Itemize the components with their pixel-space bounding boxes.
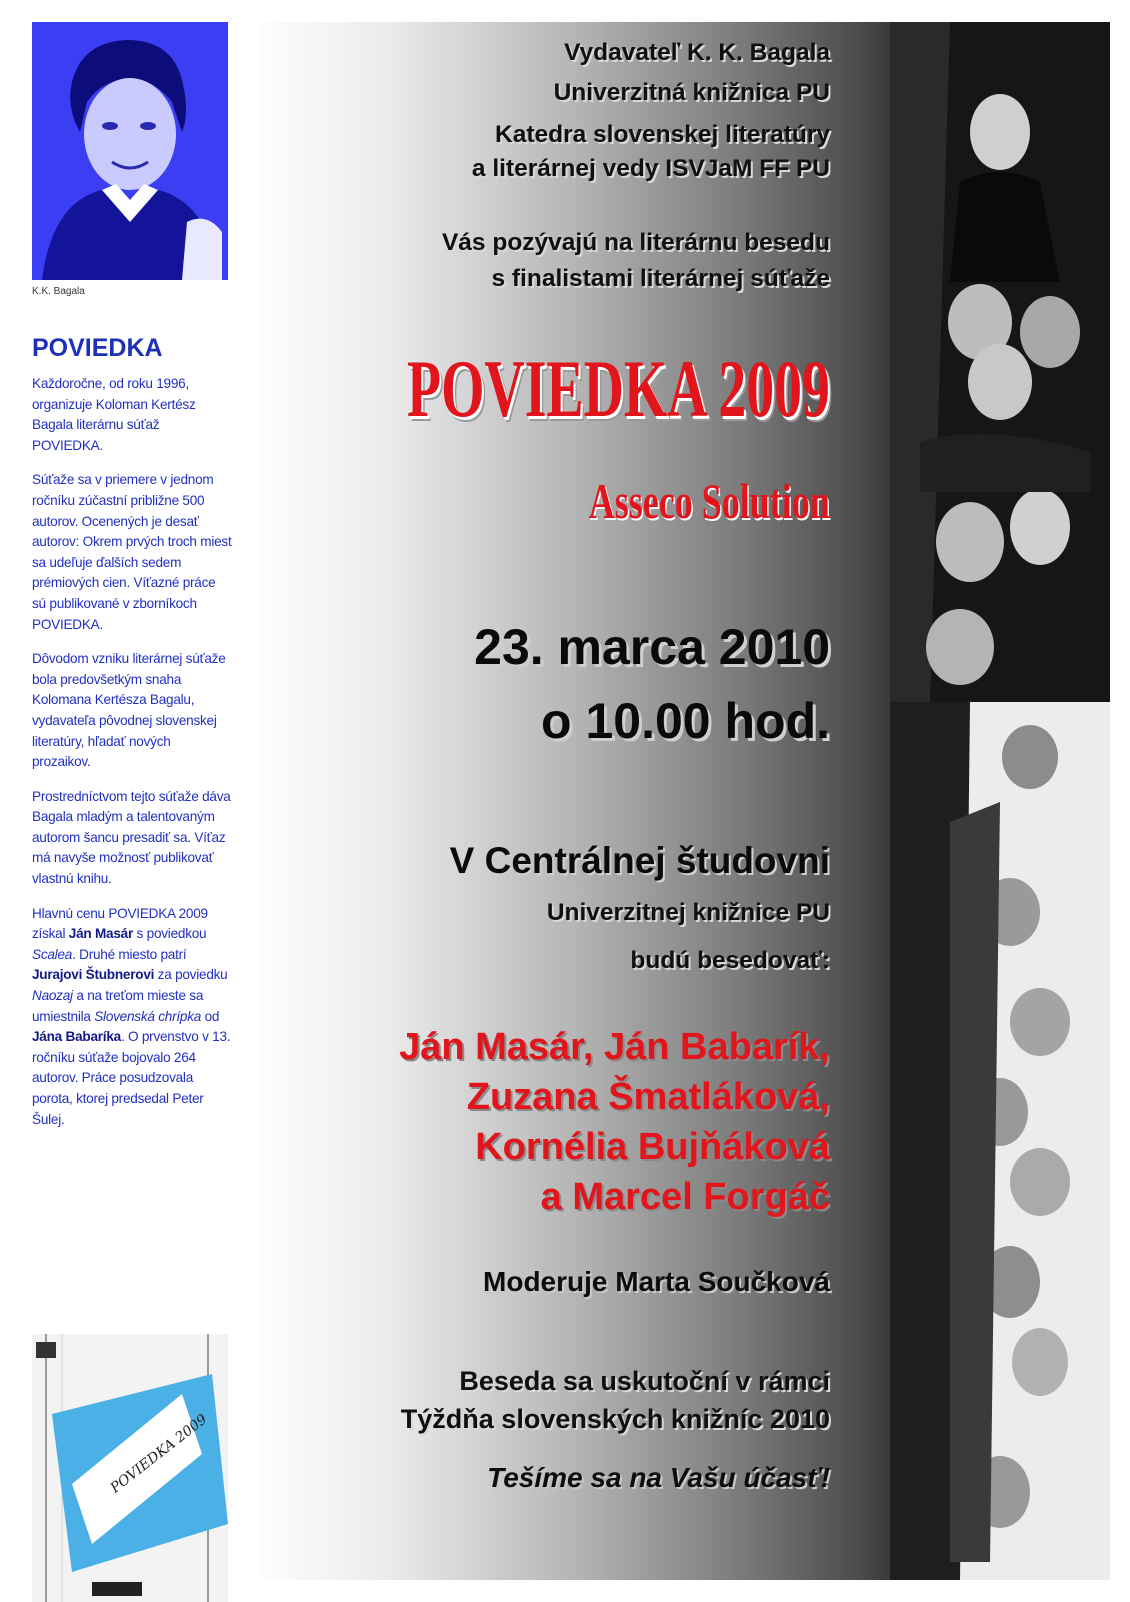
poster-panel [260,22,890,1580]
library-line: Univerzitná knižnica PU [553,79,830,106]
portrait-illustration [32,22,228,280]
finalists-line-2: Zuzana Šmatláková, [466,1076,830,1118]
sidebar-paragraph: Súťaže sa v priemere v jednom ročníku zúčastní približne 500 autorov. Ocenených je desať autorov: Okrem prvých troch miest sa udeľuje ďalších sedem prémiových cien. Víťazné práce sú publikované v zborníkoch POVIEDKA. [32,472,232,632]
department-line-2: a literárnej vedy ISVJaM FF PU [471,155,830,182]
envelope-handwriting: POVIEDKA 2009 [107,1411,211,1497]
portrait-caption: K.K. Bagala [32,286,85,297]
closing-line: Tešíme sa na Vašu účasť! [487,1462,830,1493]
event-title: POVIEDKA 2009 [407,343,830,434]
author-portrait [32,22,228,280]
sidebar-paragraph: Prostredníctvom tejto súťaže dáva Bagala mladým a talentovaným autorom šancu presadiť sa. Víťaz má navyše možnosť publikovať vlastnú knihu. [32,788,231,887]
department-line: Katedra slovenskej literatúry [495,121,830,148]
envelope-photo [32,1334,228,1602]
finalists-photo-strip [890,22,1110,1580]
venue-line-3: budú besedovať: [630,947,830,974]
info-line: Beseda sa uskutoční v rámci [459,1366,830,1396]
invitation-line: Vás pozývajú na literárnu besedu [441,229,830,256]
event-time: o 10.00 hod. [541,693,830,749]
venue-line: V Centrálnej študovni [449,840,830,881]
venue-line-2: Univerzitnej knižnice PU [546,899,830,926]
sidebar-paragraph-winners: Hlavnú cenu POVIEDKA 2009 získal Ján Masár s poviedkou Scalea. Druhé miesto patrí Jurajovi Štubnerovi za poviedku Naozaj a na treťom mieste sa umiestnila Slovenská chrípka od Jána Babaríka. O prvenstvo v 13. ročníku súťaže bojovalo 264 autorov. Práce posudzovala porota, ktorej predsedal Peter Šulej. [32,905,231,1127]
sidebar-paragraph: Dôvodom vzniku literárnej súťaže bola predovšetkým snaha Kolomana Kertésza Bagalu, vydavateľa pôvodnej slovenskej literatúry, hľadať nových prozaikov. [32,651,226,770]
sidebar-text [32,374,232,1144]
sidebar-heading: POVIEDKA [32,334,163,362]
event-sponsor: Asseco Solution [588,473,830,529]
publisher-line: Vydavateľ K. K. Bagala [564,39,830,66]
finalists-line: Ján Masár, Ján Babarík, [399,1026,830,1068]
info-line-2: Týždňa slovenských knižníc 2010 [400,1404,830,1434]
moderator-line: Moderuje Marta Součková [483,1266,830,1297]
sidebar-paragraph: Každoročne, od roku 1996, organizuje Koloman Kertész Bagala literárnu súťaž POVIEDKA. [32,376,196,453]
invitation-line-2: s finalistami literárnej súťaže [491,265,830,292]
finalists-line-4: a Marcel Forgáč [540,1176,830,1218]
event-date: 23. marca 2010 [474,619,830,675]
group-photo-illustration [890,22,1110,1580]
finalists-line-3: Kornélia Bujňáková [475,1126,830,1168]
